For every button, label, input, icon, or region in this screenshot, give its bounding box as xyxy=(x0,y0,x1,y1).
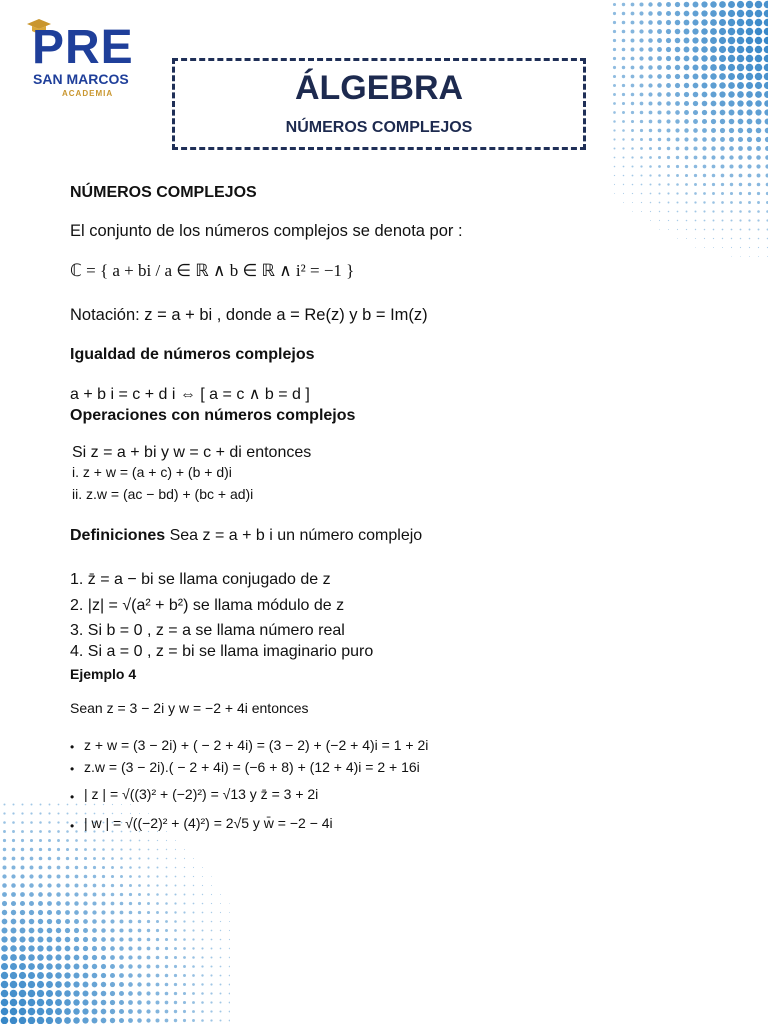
page-title: ÁLGEBRA xyxy=(294,69,464,107)
decorative-dots-top-right xyxy=(610,0,768,290)
example-modulus-z: | z | = √((3)² + (−2)²) = √13 y z̄ = 3 + 2i xyxy=(84,786,319,802)
header-box xyxy=(172,58,586,150)
example-intro: Sean z = 3 − 2i y w = −2 + 4i entonces xyxy=(70,700,309,716)
definitions-line xyxy=(70,527,422,545)
example-sum: z + w = (3 − 2i) + ( − 2 + 4i) = (3 − 2) + (−2 + 4)i = 1 + 2i xyxy=(84,737,429,753)
equality-title: Igualdad de números complejos xyxy=(70,346,315,363)
definition-1: 1. z̄ = a − bi se llama conjugado de z xyxy=(70,571,331,588)
decorative-dots-bottom-left xyxy=(0,800,230,1024)
intro-text: El conjunto de los números complejos se denota por : xyxy=(70,222,463,240)
bullet-icon: • xyxy=(70,790,75,804)
section-title: NÚMEROS COMPLEJOS xyxy=(70,184,257,201)
bullet-icon: • xyxy=(70,819,75,833)
example-modulus-w: | w | = √((−2)² + (4)²) = 2√5 y w̄ = −2 − 4i xyxy=(84,815,333,831)
operation-product: ii. z.w = (ac − bd) + (bc + ad)i xyxy=(72,486,254,502)
example-title: Ejemplo 4 xyxy=(70,666,137,682)
bullet-icon: • xyxy=(70,762,75,776)
definitions-rest: Sea z = a + b i un número complejo xyxy=(165,527,423,544)
definition-4: 4. Si a = 0 , z = bi se llama imaginario puro xyxy=(70,643,374,660)
definition-3: 3. Si b = 0 , z = a se llama número real xyxy=(70,622,345,639)
example-product: z.w = (3 − 2i).( − 2 + 4i) = (−6 + 8) + (12 + 4)i = 2 + 16i xyxy=(84,759,420,775)
academy-logo xyxy=(24,18,144,108)
page-subtitle: NÚMEROS COMPLEJOS xyxy=(285,119,473,136)
bullet-icon: • xyxy=(70,740,75,754)
logo-academia-text: ACADEMIA xyxy=(62,89,114,98)
operation-sum: i. z + w = (a + c) + (b + d)i xyxy=(72,464,232,480)
set-definition: ℂ = { a + bi / a ∈ ℝ ∧ b ∈ ℝ ∧ i² = −1 } xyxy=(70,261,355,280)
logo-san-marcos-text: SAN MARCOS xyxy=(33,71,129,87)
logo-pre-text: PRE xyxy=(32,21,134,74)
operations-title: Operaciones con números complejos xyxy=(70,407,356,424)
definition-2: 2. |z| = √(a² + b²) se llama módulo de z xyxy=(70,597,345,614)
definitions-label: Definiciones xyxy=(70,527,166,544)
operations-intro: Si z = a + bi y w = c + di entonces xyxy=(72,444,312,461)
equality-rule: a + b i = c + d i ⇔ [ a = c ∧ b = d ] xyxy=(70,386,310,403)
notation-text: Notación: z = a + bi , donde a = Re(z) y b = Im(z) xyxy=(70,306,428,324)
